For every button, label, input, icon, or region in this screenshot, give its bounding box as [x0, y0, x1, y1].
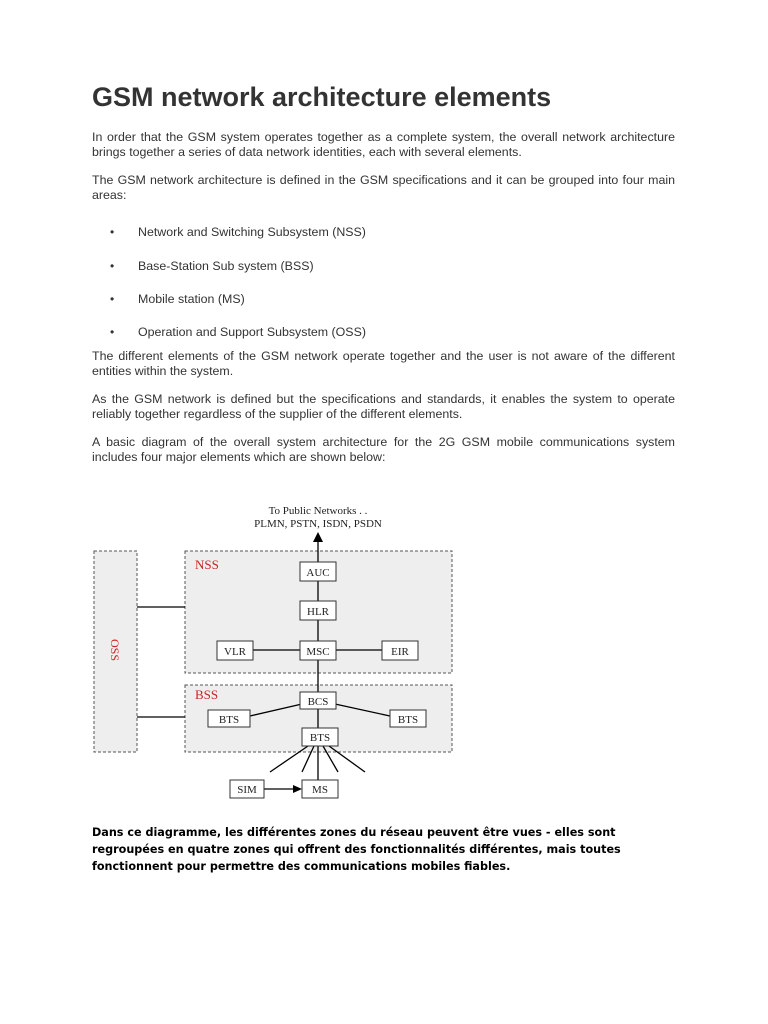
bss-label: BSS	[195, 687, 219, 702]
list-item-label: Base-Station Sub system (BSS)	[138, 259, 314, 273]
node-auc	[300, 562, 336, 581]
list-item-label: Network and Switching Subsystem (NSS)	[138, 225, 366, 239]
node-bcs-label: BCS	[307, 696, 329, 708]
node-vlr	[217, 641, 253, 660]
gsm-architecture-diagram	[90, 500, 470, 805]
diagram-caption: Dans ce diagramme, les différentes zones du réseau peuvent être vues - elles sont regroupées en quatre zones qui offrent des fonctionnalités différentes, mais toutes fonctionnent pour permettre des communications mobiles fiables.	[92, 826, 621, 873]
public-networks-label: To Public Networks . .	[268, 505, 368, 517]
operate-together-paragraph: The different elements of the GSM network operate together and the user is not aware of the different entities within the system.	[92, 349, 675, 378]
public-networks-types-label: PLMN, PSTN, ISDN, PSDN	[254, 518, 382, 530]
architecture-definition-paragraph: The GSM network architecture is defined in the GSM specifications and it can be grouped into four main areas:	[92, 173, 675, 202]
node-hlr-label: HLR	[307, 606, 329, 618]
node-bts-center	[302, 728, 338, 746]
node-bts-center-label: BTS	[309, 732, 331, 744]
node-eir	[382, 641, 418, 660]
node-ms-label: MS	[312, 784, 328, 796]
node-sim-label: SIM	[237, 784, 257, 796]
arrow-right-icon	[293, 785, 302, 793]
node-auc-label: AUC	[306, 567, 330, 579]
node-msc	[300, 641, 336, 660]
node-hlr	[300, 601, 336, 620]
node-eir-label: EIR	[391, 646, 409, 658]
list-item-label: Operation and Support Subsystem (OSS)	[138, 325, 366, 339]
nss-label: NSS	[195, 557, 219, 572]
node-msc-label: MSC	[306, 646, 330, 658]
bullet-icon: •	[110, 225, 115, 239]
node-vlr-label: VLR	[224, 646, 246, 658]
node-bts-right	[390, 710, 426, 727]
list-item-label: Mobile station (MS)	[138, 292, 245, 306]
node-bts-left	[208, 710, 250, 727]
node-bts-left-label: BTS	[218, 714, 240, 726]
intro-paragraph: In order that the GSM system operates together as a complete system, the overall network architecture brings together a series of data network identities, each with several elements.	[92, 130, 675, 159]
oss-label: OSS	[108, 638, 122, 662]
page-title: GSM network architecture elements	[92, 82, 552, 112]
bullet-icon: •	[110, 292, 115, 306]
node-bcs	[300, 692, 336, 709]
bullet-icon: •	[110, 259, 115, 273]
bullet-icon: •	[110, 325, 115, 339]
arrow-up-icon	[313, 532, 323, 542]
node-bts-right-label: BTS	[397, 714, 419, 726]
node-ms	[302, 780, 338, 798]
basic-diagram-paragraph: A basic diagram of the overall system architecture for the 2G GSM mobile communications system includes four major elements which are shown below:	[92, 435, 675, 464]
node-sim	[230, 780, 264, 798]
reliability-paragraph: As the GSM network is defined but the specifications and standards, it enables the system to operate reliably together regardless of the supplier of the different elements.	[92, 392, 675, 421]
